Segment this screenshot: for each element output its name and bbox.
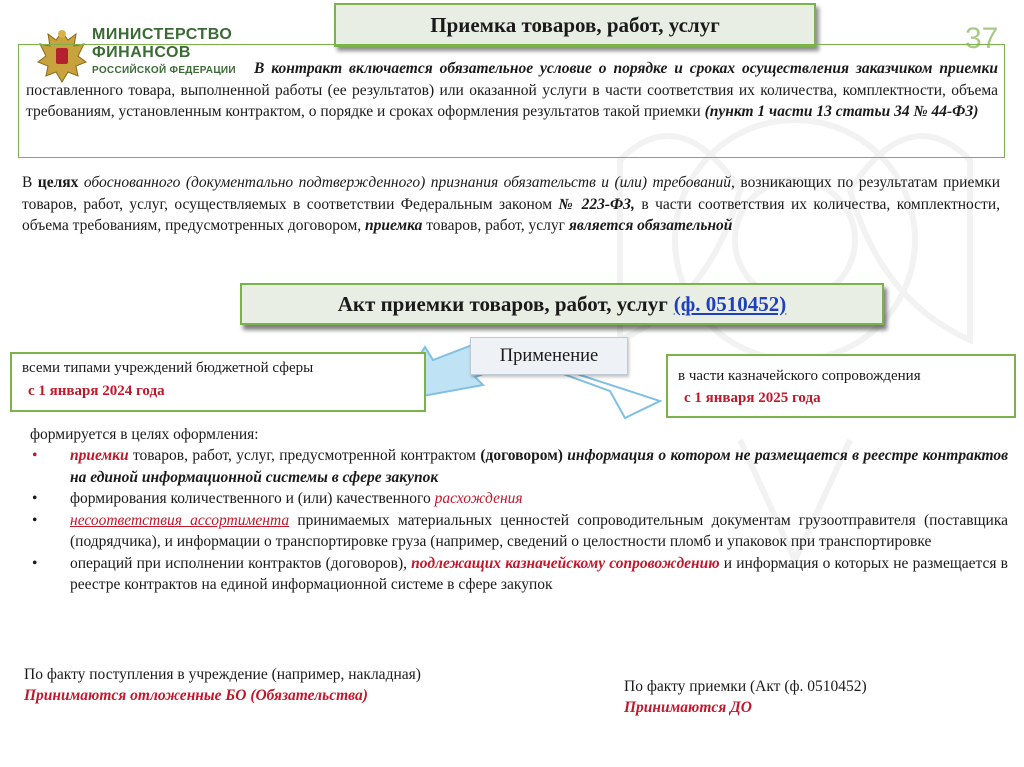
contract-condition-reference: (пункт 1 части 13 статьи 34 № 44-ФЗ) <box>704 103 979 120</box>
b3-red: несоответствия ассортимента <box>70 511 290 529</box>
budget-institutions-text: всеми типами учреждений бюджетной сферы <box>22 360 314 376</box>
receipt-note-red: Принимаются отложенные БО (Обязательства) <box>24 687 368 704</box>
purpose-list <box>30 445 1008 596</box>
contract-condition-body: поставленного товара, выполненной работы (ее результатов) или оказанной услуги в части соответствия их количества, комплектности, объема требованиям, установленным контрактом, о порядке и сроках оформления результатов такой приемки <box>26 81 998 120</box>
slide-title-box <box>334 3 816 47</box>
para2-part8: товаров, работ, услуг <box>422 217 569 234</box>
budget-institutions-box <box>10 352 426 412</box>
para2-part3: обоснованного (документально подтвержденного) признания обязательств и (или) требований <box>78 174 732 191</box>
para2-part1: В <box>22 174 38 191</box>
para2-part5: № 223-ФЗ, <box>558 195 635 213</box>
acceptance-purpose-paragraph <box>22 172 1000 237</box>
budget-institutions-date: с 1 января 2024 года <box>28 383 165 399</box>
b2-red: расхождения <box>434 490 523 507</box>
slide-title: Приемка товаров, работ, услуг <box>430 12 720 37</box>
acceptance-note-text: По факту приемки (Акт (ф. 0510452) <box>624 678 867 695</box>
treasury-support-text: в части казначейского сопровождения <box>678 368 921 384</box>
list-item: • операций при исполнении контрактов (договоров), подлежащих казначейскому сопровождению и информация о которых не размещается в реестре контрактов на единой информационной системе в сфере закупок <box>32 554 1008 593</box>
logo-line2: ФИНАНСОВ <box>92 44 191 61</box>
treasury-support-date: с 1 января 2025 года <box>684 390 821 406</box>
page-number: 37 <box>965 22 999 55</box>
logo-line3: РОССИЙСКОЙ ФЕДЕРАЦИИ <box>92 65 236 76</box>
act-title-box <box>240 283 884 325</box>
list-item: • формирования количественного и (или) качественного расхождения <box>32 490 523 507</box>
application-label: Применение <box>470 337 628 375</box>
logo-line1: МИНИСТЕРСТВО <box>92 26 233 43</box>
act-title: Акт приемки товаров, работ, услуг <box>337 291 668 316</box>
para2-part9: является обязательной <box>568 217 733 234</box>
acceptance-note-red: Принимаются ДО <box>624 699 752 716</box>
b3-text: принимаемых материальных ценностей сопроводительным документам грузоотправителя (поставщика (подрядчика), и информации о транспортировке груза (например, сведений о целостности пломб и упаковок при транспортировке <box>70 511 1008 550</box>
acceptance-note <box>624 676 1004 718</box>
b4-text2: и информация о которых не размещается в реестре контрактов на единой информационной системе в сфере закупок <box>70 554 1008 593</box>
contract-condition-paragraph <box>26 58 998 123</box>
b1-red: приемки <box>70 447 129 464</box>
receipt-note-text: По факту поступления в учреждение (например, накладная) <box>24 666 421 683</box>
para2-part6: в части соответствия их количества, комплектности, объема требованиям, предусмотренных договором, <box>22 195 1000 234</box>
b4-red: подлежащих казначейскому сопровождению <box>411 554 720 572</box>
b4-text1: операций при исполнении контрактов (договоров), <box>70 554 412 572</box>
para2-part2: целях <box>37 174 79 191</box>
para2-part7: приемка <box>365 217 423 234</box>
b2-text: формирования количественного и (или) качественного <box>70 490 435 507</box>
list-item: • приемки товаров, работ, услуг, предусмотренной контрактом (договором) информация о котором не размещается в реестре контрактов на единой информационной системы в сфере закупок <box>32 447 1009 486</box>
para2-part4: , возникающих по результатам приемки товаров, работ, услуг, осуществляемых в соответствии Федеральным законом <box>22 174 1000 213</box>
b1-italic: информация о котором не размещается в реестре контрактов на единой информационной системы в сфере закупок <box>70 447 1009 486</box>
treasury-support-box <box>666 354 1016 418</box>
forms-intro: формируется в целях оформления: <box>30 426 259 443</box>
b1-bold: (договором) <box>480 447 563 464</box>
list-item: • несоответствия ассортимента принимаемых материальных ценностей сопроводительным документам грузоотправителя (поставщика (подрядчика), и информации о транспортировке груза (например, сведений о целостности пломб и упаковок при транспортировке <box>32 511 1008 550</box>
b1-text: товаров, работ, услуг, предусмотренной контрактом <box>128 447 481 464</box>
act-form-link[interactable]: (ф. 0510452) <box>673 291 787 316</box>
contract-condition-lead: В контракт включается обязательное условие о порядке и сроках осуществления заказчиком приемки <box>254 60 998 77</box>
receipt-note <box>24 664 444 706</box>
